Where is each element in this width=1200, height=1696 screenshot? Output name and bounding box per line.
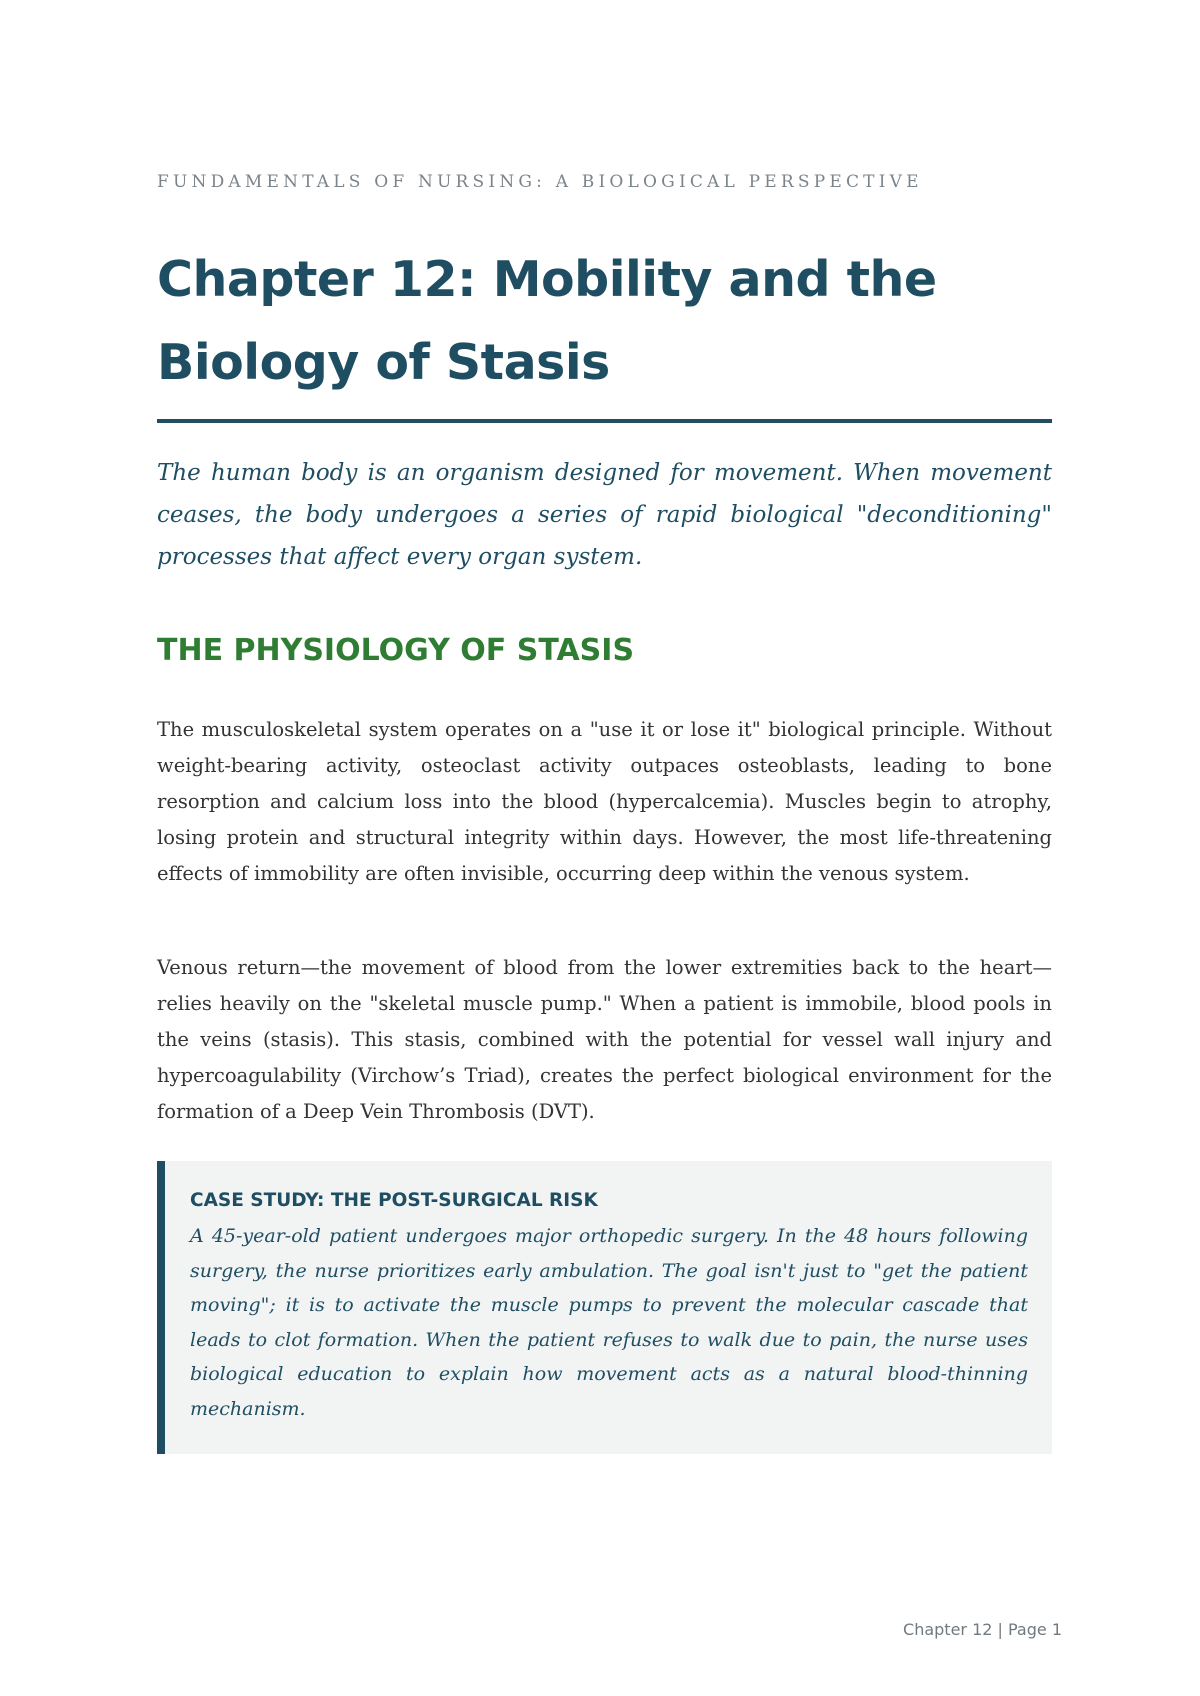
- page-footer: Chapter 12 | Page 1: [903, 1620, 1062, 1639]
- case-study-heading: CASE STUDY: THE POST-SURGICAL RISK: [190, 1190, 598, 1211]
- chapter-title: Chapter 12: Mobility and the Biology of Stasis: [157, 251, 937, 391]
- body-paragraph-1: The musculoskeletal system operates on a "use it or lose it" biological principle. Without weight-bearing activity, osteoclast activity outpaces osteoblasts, leading to bone resorption and calcium loss into the blood (hypercalcemia). Muscles begin to atrophy, losing protein and structural integrity within days. However, the most life-threatening effects of immobility are often invisible, occurring deep within the venous system.: [157, 718, 1052, 885]
- book-title: FUNDAMENTALS OF NURSING: A BIOLOGICAL PERSPECTIVE: [157, 172, 923, 192]
- body-paragraph-2: Venous return—the movement of blood from the lower extremities back to the heart—relies heavily on the "skeletal muscle pump." When a patient is immobile, blood pools in the veins (stasis). This stasis, combined with the potential for vessel wall injury and hypercoagulability (Virchow’s Triad), creates the perfect biological environment for the formation of a Deep Vein Thrombosis (DVT).: [157, 956, 1052, 1123]
- title-divider: [157, 419, 1052, 423]
- section-heading: THE PHYSIOLOGY OF STASIS: [157, 633, 635, 668]
- case-study-text: A 45-year-old patient undergoes major orthopedic surgery. In the 48 hours following surgery, the nurse prioritizes early ambulation. The goal isn't just to "get the patient moving"; it is to activate the muscle pumps to prevent the molecular cascade that leads to clot formation. When the patient refuses to walk due to pain, the nurse uses biological education to explain how movement acts as a natural blood-thinning mechanism.: [190, 1225, 1028, 1420]
- intro-paragraph: The human body is an organism designed for movement. When movement ceases, the body undergoes a series of rapid biological "deconditioning" processes that affect every organ system.: [157, 460, 1052, 570]
- case-study-box: [157, 1161, 1052, 1454]
